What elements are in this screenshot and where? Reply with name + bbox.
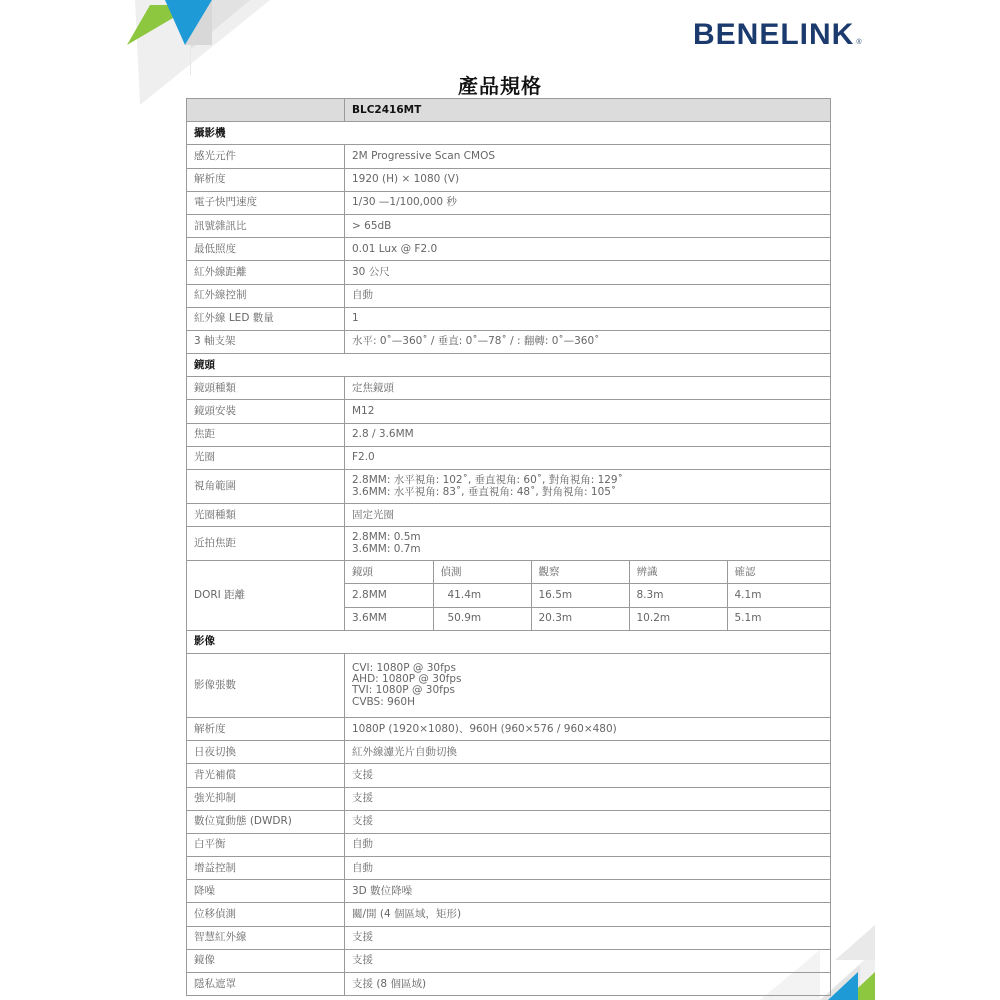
table-row [187,191,831,214]
spec-label: 數位寬動態 (DWDR) [187,810,345,833]
logo-text: BENELINK [693,18,855,51]
spec-value: 支援 [345,949,831,972]
table-row [187,284,831,307]
dori-table [345,561,831,630]
section-row-lens [187,354,831,377]
spec-value: 30 公尺 [345,261,831,284]
spec-label: 3 軸支架 [187,330,345,353]
view-angle-row [187,470,831,504]
table-row [187,973,831,996]
spec-label: 隱私遮罩 [187,973,345,996]
spec-label: 降噪 [187,880,345,903]
table-row [187,833,831,856]
spec-value: 支援 [345,787,831,810]
spec-label: 焦距 [187,423,345,446]
spec-value: 支援 [345,764,831,787]
spec-label: 解析度 [187,168,345,191]
spec-label: 紅外線距離 [187,261,345,284]
section-title-image: 影像 [187,630,831,653]
spec-label: 鏡頭安裝 [187,400,345,423]
table-row [187,949,831,972]
table-row [187,261,831,284]
spec-value: 自動 [345,833,831,856]
table-row [187,145,831,168]
dori-header: 確認 [727,561,831,584]
close-focus-row [187,527,831,561]
dori-data-row [345,607,831,630]
header-blank-cell [187,99,345,122]
table-row [187,446,831,469]
spec-label: 位移偵測 [187,903,345,926]
spec-table [186,98,831,996]
table-row [187,238,831,261]
spec-value-line: 3.6MM: 水平視角: 83˚, 垂直視角: 48˚, 對角視角: 105˚ [352,485,617,498]
table-row [187,810,831,833]
spec-label: 鏡像 [187,949,345,972]
spec-value: 1080P (1920×1080)、960H (960×576 / 960×480) [345,717,831,740]
spec-value: 3D 數位降噪 [345,880,831,903]
spec-label: 電子快門速度 [187,191,345,214]
table-row [187,717,831,740]
spec-value: 關/開 (4 個區域，矩形) [345,903,831,926]
benelink-logo [693,18,863,52]
spec-label: 感光元件 [187,145,345,168]
spec-value: 支援 (8 個區域) [345,973,831,996]
dori-value: 4.1m [727,584,831,607]
table-row [187,741,831,764]
section-row-image [187,630,831,653]
spec-label: 鏡頭種類 [187,377,345,400]
table-row [187,330,831,353]
dori-table-cell [345,561,831,631]
table-row [187,903,831,926]
spec-label: 光圈種類 [187,504,345,527]
spec-value: > 65dB [345,214,831,237]
spec-label: 視角範圍 [187,470,345,504]
spec-label: 背光補償 [187,764,345,787]
dori-value: 8.3m [629,584,727,607]
table-row [187,214,831,237]
spec-value: 2M Progressive Scan CMOS [345,145,831,168]
spec-label: 日夜切換 [187,741,345,764]
spec-value: 支援 [345,810,831,833]
spec-label: 近拍焦距 [187,527,345,561]
table-row [187,400,831,423]
spec-value: M12 [345,400,831,423]
model-name: BLC2416MT [345,99,831,122]
dori-row [187,561,831,631]
dori-value: 2.8MM [345,584,433,607]
spec-label: 紅外線控制 [187,284,345,307]
table-row [187,857,831,880]
table-row [187,787,831,810]
dori-header: 偵測 [433,561,531,584]
spec-value-line: CVBS: 960H [352,695,416,708]
spec-label: 影像張數 [187,653,345,717]
spec-label: DORI 距離 [187,561,345,631]
spec-value-line: 2.8MM: 水平視角: 102˚, 垂直視角: 60˚, 對角視角: 129˚ [352,474,623,487]
spec-label: 白平衡 [187,833,345,856]
registered-mark: ® [856,39,863,46]
table-header-row [187,99,831,122]
dori-header: 觀察 [531,561,629,584]
dori-value: 3.6MM [345,607,433,630]
spec-value: 自動 [345,284,831,307]
dori-header-row [345,561,831,584]
spec-label: 智慧紅外線 [187,926,345,949]
spec-value: 1/30 —1/100,000 秒 [345,191,831,214]
table-row [187,926,831,949]
spec-value: 固定光圈 [345,504,831,527]
spec-value: 支援 [345,926,831,949]
table-row [187,764,831,787]
spec-label: 增益控制 [187,857,345,880]
spec-value: 1920 (H) × 1080 (V) [345,168,831,191]
dori-value: 20.3m [531,607,629,630]
dori-data-row [345,584,831,607]
spec-value: F2.0 [345,446,831,469]
spec-label: 最低照度 [187,238,345,261]
spec-label: 強光抑制 [187,787,345,810]
spec-value [345,470,831,504]
spec-label: 紅外線 LED 數量 [187,307,345,330]
dori-value: 5.1m [734,612,762,625]
spec-value [345,653,831,717]
dori-value: 16.5m [531,584,629,607]
spec-value-line: CVI: 1080P @ 30fps [352,662,456,675]
table-row [187,307,831,330]
dori-value: 41.4m [433,584,531,607]
table-row [187,377,831,400]
spec-value [345,527,831,561]
spec-value-line: 2.8MM: 0.5m [352,531,421,544]
table-row [187,504,831,527]
spec-value: 水平: 0˚—360˚ / 垂直: 0˚—78˚ / : 翻轉: 0˚—360˚ [345,330,831,353]
dori-header: 辨識 [629,561,727,584]
spec-value-line: 3.6MM: 0.7m [352,542,421,555]
page-title: 產品規格 [458,74,542,98]
table-row [187,423,831,446]
table-row [187,168,831,191]
dori-value: 50.9m [433,607,531,630]
spec-value: 2.8 / 3.6MM [345,423,831,446]
spec-label: 訊號雜訊比 [187,214,345,237]
dori-header: 鏡頭 [345,561,433,584]
section-title-camera: 攝影機 [187,122,831,145]
spec-value: 自動 [345,857,831,880]
section-title-lens: 鏡頭 [187,354,831,377]
spec-value: 1 [345,307,831,330]
image-format-row [187,653,831,717]
spec-label: 解析度 [187,717,345,740]
spec-value-line: TVI: 1080P @ 30fps [352,684,455,697]
section-row-camera [187,122,831,145]
dori-value: 10.2m [629,607,727,630]
spec-label: 光圈 [187,446,345,469]
spec-value: 0.01 Lux @ F2.0 [345,238,831,261]
spec-value-line: AHD: 1080P @ 30fps [352,673,462,686]
spec-value: 定焦鏡頭 [345,377,831,400]
spec-value: 紅外線濾光片自動切換 [345,741,831,764]
table-row [187,880,831,903]
